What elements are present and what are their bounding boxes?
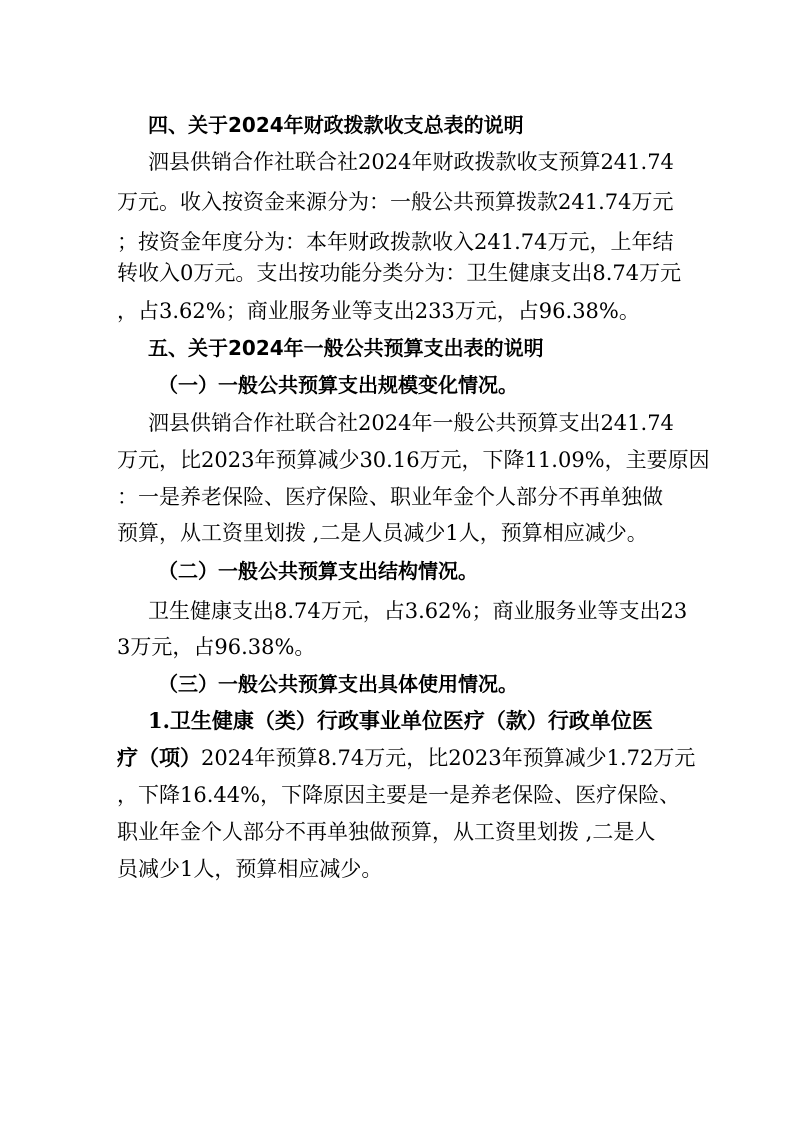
item-1-paragraph-line: 职业年金个人部分不再单独做预算，从工资里划拨 ,二是人 [117, 820, 656, 844]
section-4-paragraph-line: 万元。收入按资金来源分为：一般公共预算拨款241.74万元 [117, 190, 674, 214]
subsection-1-paragraph-line: 预算，从工资里划拨 ,二是人员减少1人，预算相应减少。 [117, 521, 648, 545]
section-4-heading: 四、关于2024年财政拨款收支总表的说明 [148, 113, 524, 137]
section-5-heading: 五、关于2024年一般公共预算支出表的说明 [148, 336, 544, 360]
section-4-paragraph-line: ，占3.62%；商业服务业等支出233万元，占96.38%。 [117, 299, 640, 323]
subsection-1-heading: （一）一般公共预算支出规模变化情况。 [158, 373, 518, 397]
subsection-2-heading: （二）一般公共预算支出结构情况。 [158, 559, 478, 583]
subsection-3-heading: （三）一般公共预算支出具体使用情况。 [158, 672, 518, 696]
item-1-paragraph-line: ，下降16.44%，下降原因主要是一是养老保险、医疗保险、 [117, 783, 681, 807]
section-4-paragraph-line: 转收入0万元。支出按功能分类分为：卫生健康支出8.74万元 [117, 261, 682, 285]
item-1-paragraph-line: 员减少1人，预算相应减少。 [117, 857, 383, 881]
item-1-text: 2024年预算8.74万元，比2023年预算减少1.72万元 [201, 746, 696, 770]
subsection-1-paragraph-line: 泗县供销合作社联合社2024年一般公共预算支出241.74 [148, 411, 674, 435]
item-1-paragraph-line [117, 743, 695, 773]
subsection-1-paragraph-line: ：一是养老保险、医疗保险、职业年金个人部分不再单独做 [117, 485, 663, 509]
section-4-paragraph-line: ；按资金年度分为：本年财政拨款收入241.74万元，上年结 [117, 230, 674, 254]
section-4-paragraph-line: 泗县供销合作社联合社2024年财政拨款收支预算241.74 [148, 150, 674, 174]
item-1-title-continuation: 疗（项） [117, 745, 201, 770]
subsection-2-paragraph-line: 3万元，占96.38%。 [117, 635, 316, 659]
item-1-title-line: 1.卫生健康（类）行政事业单位医疗（款）行政单位医 [148, 708, 653, 733]
subsection-2-paragraph-line: 卫生健康支出8.74万元，占3.62%；商业服务业等支出23 [148, 599, 688, 623]
subsection-1-paragraph-line: 万元，比2023年预算减少30.16万元，下降11.09%，主要原因 [117, 448, 710, 472]
